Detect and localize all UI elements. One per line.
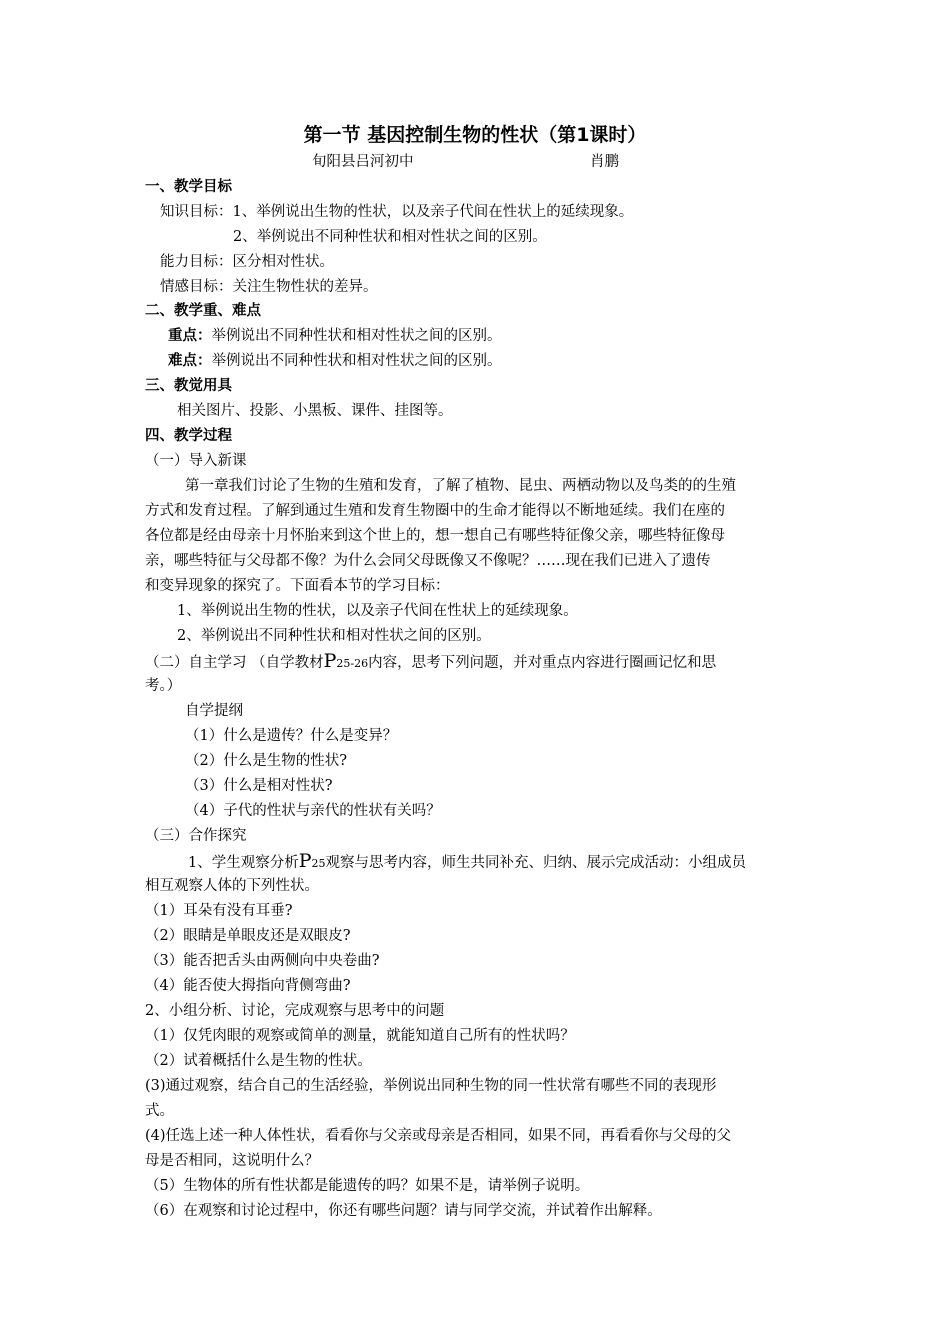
key-point-label: 重点：: [168, 327, 212, 344]
intro-paragraph-line: 亲，哪些特征与父母都不像？为什么会同父母既像又不像呢？……现在我们已进入了遗传: [145, 553, 711, 569]
intro-paragraph-line: 各位都是经由母亲十月怀胎来到这个世上的，想一想自己有哪些特征像父亲，哪些特征像母: [145, 528, 725, 544]
observation-item: （3）能否把舌头由两侧向中央卷曲?: [145, 953, 380, 969]
discussion-question: （2）试着概括什么是生物的性状。: [145, 1053, 372, 1069]
discussion-question: （5）生物体的所有性状都是能遗传的吗？如果不是，请举例子说明。: [145, 1178, 590, 1194]
coop-activity-2: 2、小组分析、讨论，完成观察与思考中的问题: [145, 1003, 445, 1019]
self-study-heading-cont: 考。）: [145, 678, 182, 694]
discussion-question: （1）仅凭肉眼的观察或简单的测量，就能知道自己所有的性状吗？: [145, 1028, 575, 1044]
intro-heading: （一）导入新课: [145, 453, 247, 469]
knowledge-goal-label: 知识目标：: [160, 204, 233, 220]
coop-heading: （三）合作探究: [145, 828, 247, 844]
outline-question: （1）什么是遗传？什么是变异？: [185, 728, 398, 744]
discussion-question-cont: 式。: [145, 1103, 174, 1119]
difficult-point-label: 难点：: [168, 352, 212, 369]
knowledge-goal-2: 2、举例说出不同种性状和相对性状之间的区别。: [233, 229, 547, 245]
observation-item: （1）耳朵有没有耳垂?: [145, 903, 293, 919]
coop-activity-1-cont: 相互观察人体的下列性状。: [145, 878, 319, 894]
discussion-question: (3)通过观察，结合自己的生活经验，举例说出同种生物的同一性状常有哪些不同的表现形: [145, 1078, 717, 1094]
learning-goal-2: 2、举例说出不同种性状和相对性状之间的区别。: [177, 628, 491, 644]
textbook-page-range: 25-26: [336, 657, 369, 670]
self-study-heading: [145, 651, 716, 674]
outline-question: （4）子代的性状与亲代的性状有关吗？: [185, 803, 441, 819]
textbook-page-letter: P: [323, 650, 337, 672]
page-title: 第一节 基因控制生物的性状（第1课时）: [303, 124, 647, 146]
tools-list: 相关图片、投影、小黑板、课件、挂图等。: [177, 403, 453, 419]
textbook-page-number: 25: [311, 857, 326, 870]
discussion-question: （6）在观察和讨论过程中，你还有哪些问题？请与同学交流，并试着作出解释。: [145, 1203, 662, 1219]
knowledge-goal-text-1: 1、举例说出生物的性状，以及亲子代间在性状上的延续现象。: [232, 204, 634, 220]
section-heading-objectives: 一、教学目标: [145, 178, 232, 195]
coop-activity-1: [188, 851, 746, 874]
intro-paragraph-line: 和变异现象的探究了。下面看本节的学习目标：: [145, 578, 450, 594]
outline-question: （2）什么是生物的性状?: [185, 753, 347, 769]
coop-activity-text-2: 观察与思考内容，师生共同补充、归纳、展示完成活动：小组成员: [325, 855, 747, 871]
key-point-text: 举例说出不同种性状和相对性状之间的区别。: [211, 328, 502, 344]
self-study-heading-text-2: 内容，思考下列问题，并对重点内容进行圈画记忆和思: [368, 655, 717, 671]
textbook-page-letter: P: [298, 850, 312, 872]
discussion-question: (4)任选上述一种人体性状，看看你与父亲或母亲是否相同，如果不同，再看看你与父母的父: [145, 1128, 732, 1144]
difficult-point: [168, 351, 502, 371]
emotion-goal: 情感目标：关注生物性状的差异。: [160, 279, 378, 295]
section-heading-keypoints: 二、教学重、难点: [145, 302, 261, 319]
observation-item: （4）能否使大拇指向背侧弯曲?: [145, 978, 351, 994]
key-point: [168, 326, 502, 346]
difficult-point-text: 举例说出不同种性状和相对性状之间的区别。: [211, 353, 502, 369]
discussion-question-cont: 母是否相同，这说明什么？: [145, 1153, 319, 1169]
self-study-outline: 自学提纲: [185, 703, 243, 719]
section-heading-tools: 三、教觉用具: [145, 377, 232, 394]
coop-activity-text: 1、学生观察分析: [188, 855, 299, 871]
byline-school: 旬阳县吕河初中: [312, 154, 414, 170]
self-study-heading-text: （二）自主学习 （自学教材: [145, 655, 324, 671]
intro-paragraph-line: 第一章我们讨论了生物的生殖和发育，了解了植物、昆虫、两栖动物以及鸟类的的生殖: [185, 478, 736, 494]
learning-goal-1: 1、举例说出生物的性状，以及亲子代间在性状上的延续现象。: [177, 603, 578, 619]
intro-paragraph-line: 方式和发育过程。了解到通过生殖和发育生物圈中的生命才能得以不断地延续。我们在座的: [145, 503, 725, 519]
byline-author: 肖鹏: [590, 154, 619, 170]
outline-question: （3）什么是相对性状?: [185, 778, 333, 794]
knowledge-goal-1: [160, 202, 633, 222]
section-heading-process: 四、教学过程: [145, 427, 232, 444]
observation-item: （2）眼睛是单眼皮还是双眼皮?: [145, 928, 351, 944]
ability-goal: 能力目标：区分相对性状。: [160, 254, 334, 270]
